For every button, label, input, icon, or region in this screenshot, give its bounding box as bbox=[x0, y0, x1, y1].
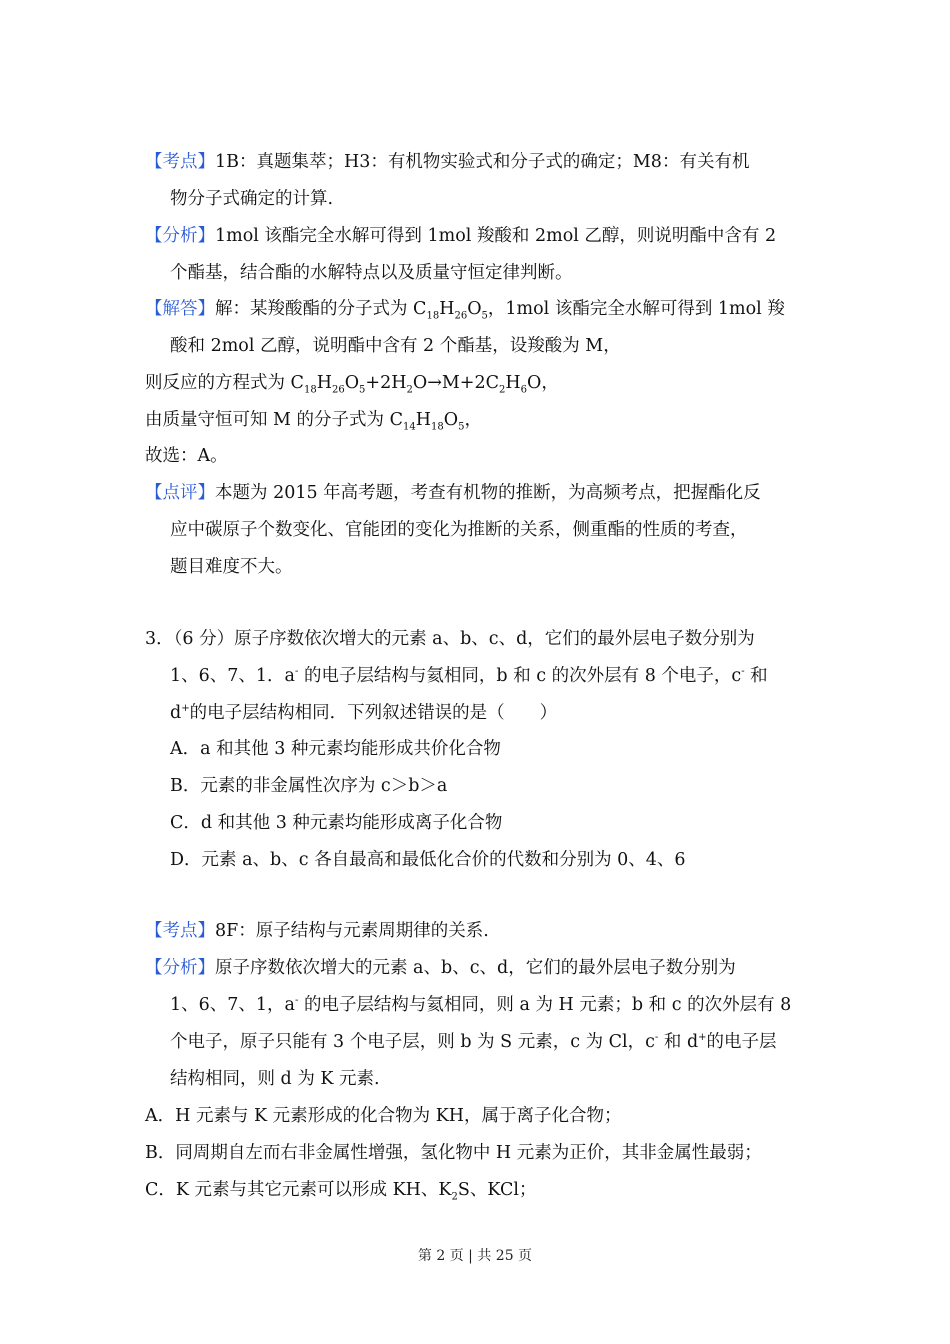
subscript: 18 bbox=[431, 421, 444, 433]
text-run: 的电子层结构相同．下列叙述错误的是（ ） bbox=[189, 703, 558, 723]
text-run: +2H bbox=[365, 373, 407, 393]
text-run: A．H 元素与 K 元素形成的化合物为 KH，属于离子化合物； bbox=[145, 1106, 622, 1126]
subscript: 2 bbox=[451, 1191, 458, 1203]
subscript: 18 bbox=[426, 310, 440, 322]
text-run: 1、6、7、1．a bbox=[170, 666, 295, 686]
text-line bbox=[170, 994, 791, 1016]
text-line bbox=[170, 1031, 777, 1053]
text-line bbox=[145, 628, 755, 650]
subscript: 2 bbox=[498, 384, 506, 396]
text-run: ，1mol 该酯完全水解可得到 1mol 羧 bbox=[487, 299, 785, 319]
text-line bbox=[145, 372, 559, 394]
section-label: 【考点】 bbox=[145, 921, 215, 941]
supscript: - bbox=[654, 1032, 659, 1044]
text-line bbox=[170, 262, 573, 284]
text-run: O bbox=[467, 299, 482, 319]
text-run: 1、6、7、1，a bbox=[170, 995, 295, 1015]
text-line bbox=[170, 702, 557, 724]
text-run: 的电子层结构与氦相同，b 和 c 的次外层有 8 个电子，c bbox=[298, 666, 742, 686]
supscript: - bbox=[741, 666, 745, 678]
text-run: O bbox=[344, 373, 360, 393]
text-run: 个电子，原子只能有 3 个电子层，则 b 为 S 元素，c 为 Cl，c bbox=[170, 1032, 655, 1052]
text-run: 结构相同，则 d 为 K 元素. bbox=[170, 1069, 380, 1089]
subscript: 18 bbox=[303, 384, 317, 396]
text-line bbox=[145, 409, 482, 431]
text-line bbox=[145, 1179, 536, 1201]
supscript: + bbox=[698, 1032, 707, 1044]
supscript: - bbox=[294, 666, 299, 678]
supscript: + bbox=[181, 703, 190, 715]
text-run: O bbox=[443, 410, 459, 430]
text-run: 题目难度不大。 bbox=[170, 557, 293, 577]
text-line bbox=[145, 225, 776, 247]
text-run: 物分子式确定的计算. bbox=[170, 189, 334, 209]
text-line bbox=[145, 482, 761, 504]
text-run: 1B：真题集萃；H3：有机物实验式和分子式的确定；M8：有关有机 bbox=[215, 152, 750, 172]
text-line bbox=[145, 957, 736, 979]
page-footer: 第 2 页 | 共 25 页 bbox=[417, 1248, 533, 1264]
text-run: 和 bbox=[744, 666, 768, 686]
text-line bbox=[145, 1105, 622, 1127]
subscript: 26 bbox=[331, 384, 345, 396]
text-run: B．元素的非金属性次序为 c＞b＞a bbox=[170, 776, 448, 796]
section-label: 【点评】 bbox=[145, 483, 215, 503]
text-run: 应中碳原子个数变化、官能团的变化为推断的关系，侧重酯的性质的考查， bbox=[170, 520, 748, 540]
subscript: 5 bbox=[481, 310, 488, 322]
text-line bbox=[170, 556, 293, 578]
text-run: H bbox=[415, 410, 431, 430]
text-run: 的电子层 bbox=[706, 1032, 777, 1052]
subscript: 5 bbox=[359, 384, 366, 396]
text-run: 原子序数依次增大的元素 a、b、c、d，它们的最外层电子数分别为 bbox=[215, 958, 736, 978]
text-line bbox=[170, 335, 621, 357]
text-line bbox=[145, 1142, 762, 1164]
text-run: O， bbox=[527, 373, 559, 393]
section-label: 【分析】 bbox=[145, 226, 215, 246]
subscript: 26 bbox=[454, 310, 468, 322]
text-line bbox=[170, 665, 768, 687]
text-run: D．元素 a、b、c 各自最高和最低化合价的代数和分别为 0、4、6 bbox=[170, 850, 686, 870]
text-run: 个酯基，结合酯的水解特点以及质量守恒定律判断。 bbox=[170, 263, 573, 283]
text-run: 的电子层结构与氦相同，则 a 为 H 元素；b 和 c 的次外层有 8 bbox=[298, 995, 792, 1015]
text-line bbox=[170, 1068, 380, 1090]
text-line bbox=[145, 151, 749, 173]
text-line bbox=[145, 298, 785, 320]
section-label: 【考点】 bbox=[145, 152, 215, 172]
text-run: A．a 和其他 3 种元素均能形成共价化合物 bbox=[170, 739, 501, 759]
subscript: 5 bbox=[458, 421, 465, 433]
text-run: B．同周期自左而右非金属性增强，氢化物中 H 元素为正价，其非金属性最弱； bbox=[145, 1143, 762, 1163]
subscript: 14 bbox=[403, 421, 416, 433]
subscript: 6 bbox=[520, 384, 527, 396]
text-run: 则反应的方程式为 C bbox=[145, 373, 304, 393]
text-run: 本题为 2015 年高考题，考查有机物的推断，为高频考点，把握酯化反 bbox=[215, 483, 761, 503]
text-line bbox=[145, 920, 489, 942]
text-run: 故选：A。 bbox=[145, 446, 228, 466]
text-run: 8F：原子结构与元素周期律的关系. bbox=[215, 921, 489, 941]
text-run: ， bbox=[464, 410, 482, 430]
text-run: 和 d bbox=[658, 1032, 699, 1052]
text-run: d bbox=[170, 703, 182, 723]
text-run: H bbox=[505, 373, 521, 393]
text-run: C．K 元素与其它元素可以形成 KH、K bbox=[145, 1180, 452, 1200]
text-run: S、KCl； bbox=[457, 1180, 537, 1200]
subscript: 2 bbox=[406, 384, 413, 396]
section-label: 【分析】 bbox=[145, 958, 215, 978]
text-run: 酸和 2mol 乙醇，说明酯中含有 2 个酯基，设羧酸为 M， bbox=[170, 336, 621, 356]
text-line bbox=[170, 188, 333, 210]
text-run: 1mol 该酯完全水解可得到 1mol 羧酸和 2mol 乙醇，则说明酯中含有 2 bbox=[215, 226, 777, 246]
text-run: H bbox=[439, 299, 455, 319]
text-run: O→M+2C bbox=[412, 373, 499, 393]
section-label: 【解答】 bbox=[145, 299, 215, 319]
text-run: 解：某羧酸酯的分子式为 C bbox=[215, 299, 427, 319]
text-line bbox=[170, 775, 447, 797]
text-run: 由质量守恒可知 M 的分子式为 C bbox=[145, 410, 403, 430]
text-run: 3．（6 分）原子序数依次增大的元素 a、b、c、d，它们的最外层电子数分别为 bbox=[145, 629, 755, 649]
text-run: C．d 和其他 3 种元素均能形成离子化合物 bbox=[170, 813, 503, 833]
text-line bbox=[145, 445, 228, 467]
text-line bbox=[170, 812, 502, 834]
text-line bbox=[170, 849, 686, 871]
text-line bbox=[170, 519, 748, 541]
supscript: - bbox=[294, 995, 299, 1007]
text-line bbox=[170, 738, 501, 760]
text-run: H bbox=[316, 373, 332, 393]
